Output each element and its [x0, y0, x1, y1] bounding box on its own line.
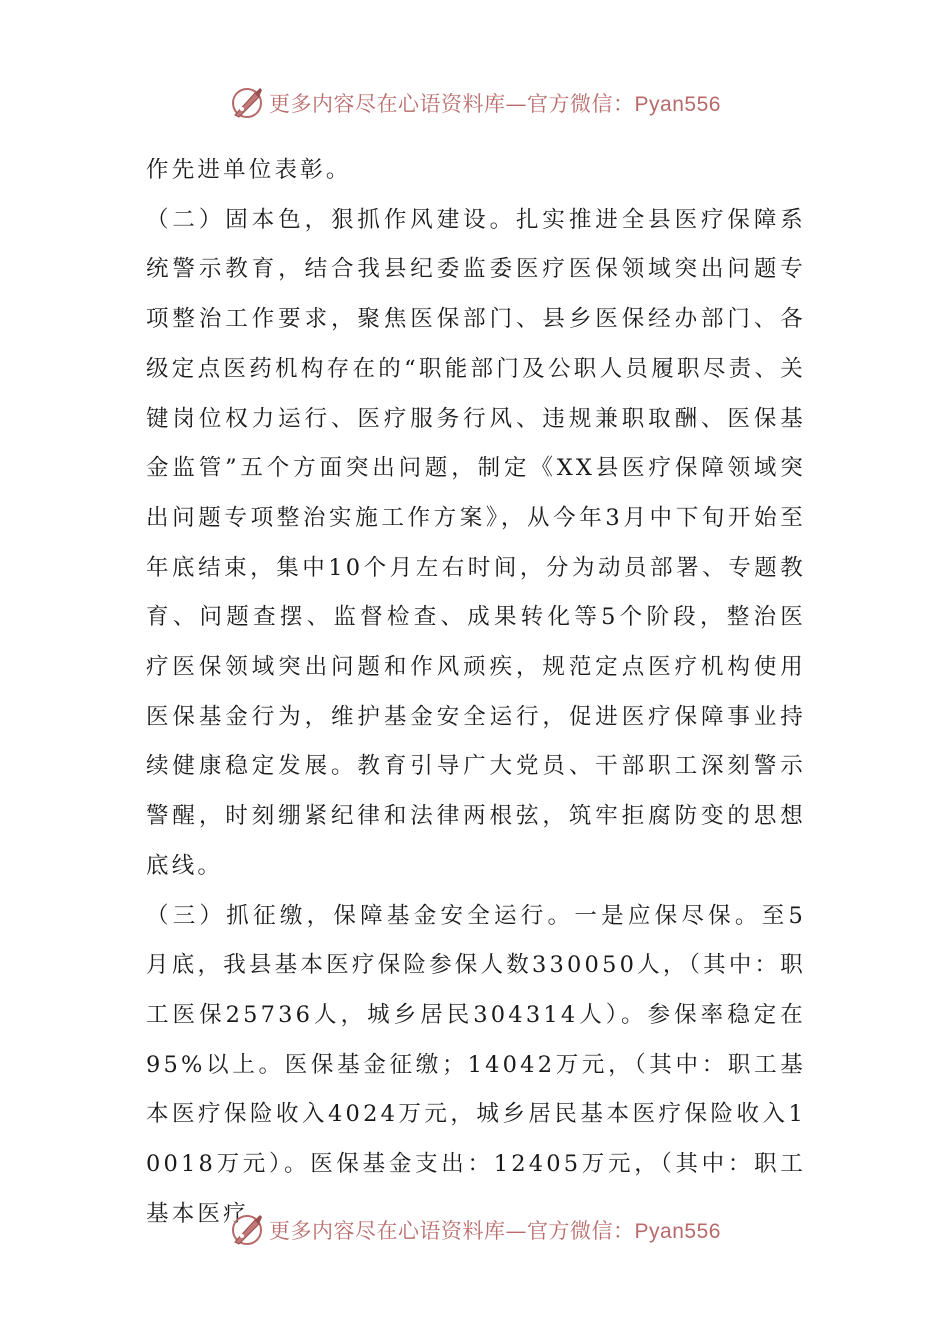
watermark-text: 更多内容尽在心语资料库—官方微信：Pyan556 [269, 92, 721, 116]
document-body [146, 146, 806, 1239]
paragraph-work-style: （二）固本色，狠抓作风建设。扎实推进全县医疗保障系统警示教育，结合我县纪委监委医疗医保领域突出问题专项整治工作要求，聚焦医保部门、县乡医保经办部门、各级定点医药机构存在的“职能部门及公职人员履职尽责、关键岗位权力运行、医疗服务行风、违规兼职取酬、医保基金监管”五个方面突出问题，制定《XX县医疗保障领域突出问题专项整治实施工作方案》，从今年3月中下旬开始至年底结束，集中10个月左右时间，分为动员部署、专题教育、问题查摆、监督检查、成果转化等5个阶段，整治医疗医保领域突出问题和作风顽疾，规范定点医疗机构使用医保基金行为，维护基金安全运行，促进医疗保障事业持续健康稳定发展。教育引导广大党员、干部职工深刻警示警醒，时刻绷紧纪律和法律两根弦，筑牢拒腐防变的思想底线。 [146, 206, 806, 879]
watermark-text: 更多内容尽在心语资料库—官方微信：Pyan556 [269, 1219, 721, 1243]
paragraph-fund-collection: （三）抓征缴，保障基金安全运行。一是应保尽保。至5月底，我县基本医疗保险参保人数330050人，（其中：职工医保25736人，城乡居民304314人）。参保率稳定在95%以上。医保基金征缴；14042万元，（其中：职工基本医疗保险收入4024万元，城乡居民基本医疗保险收入10018万元）。医保基金支出：12405万元，（其中：职工基本医疗 [146, 902, 806, 1227]
header-watermark [0, 83, 950, 123]
pen-nib-logo-icon [229, 1212, 265, 1248]
watermark-wechat-id: Pyan556 [634, 93, 721, 116]
watermark-wechat-id: Pyan556 [634, 1220, 721, 1243]
footer-watermark [0, 1210, 950, 1250]
paragraph-continuation: 作先进单位表彰。 [146, 157, 352, 183]
pen-nib-logo-icon [229, 85, 265, 121]
